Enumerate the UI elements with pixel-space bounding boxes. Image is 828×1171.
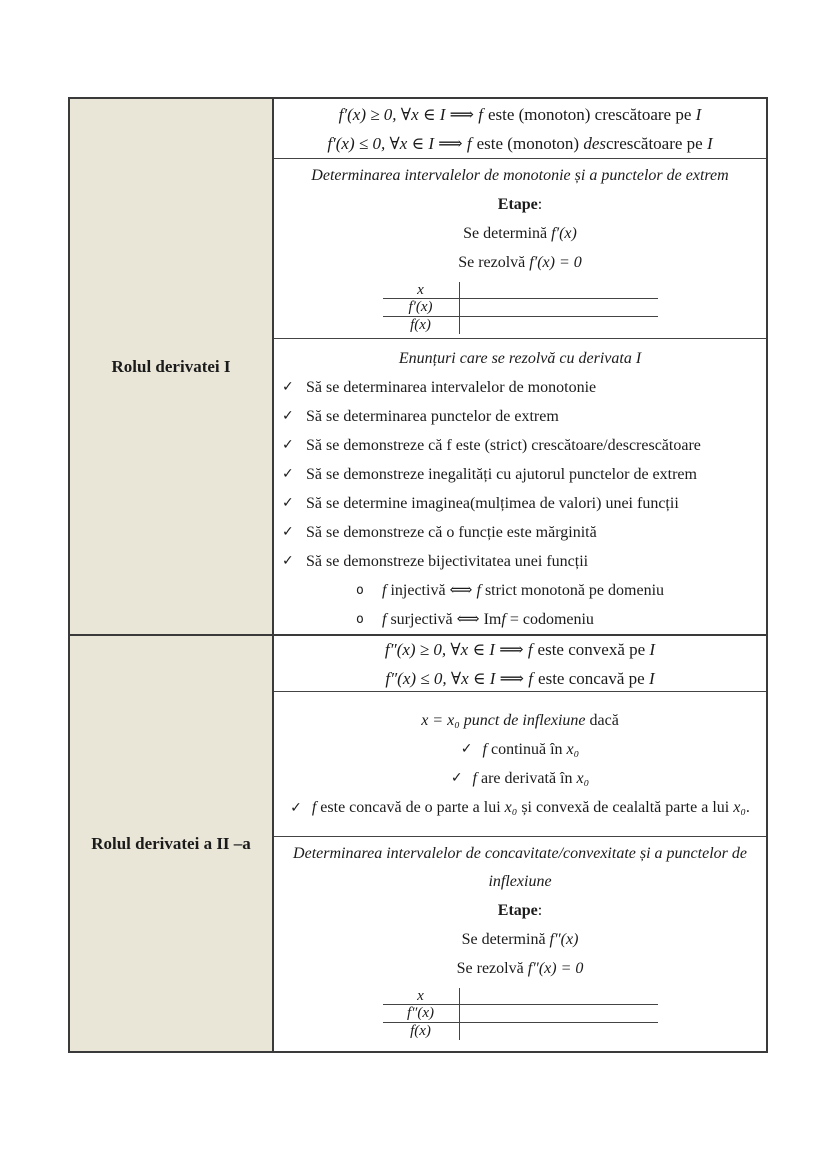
derivative-roles-table bbox=[68, 97, 768, 1053]
section1-header-cell bbox=[70, 99, 274, 634]
sign-table-row-x: x bbox=[383, 282, 658, 299]
statement-item: ✓ Să se demonstreze inegalități cu ajutorul punctelor de extrem bbox=[274, 460, 766, 489]
monotony-steps-title: Determinarea intervalelor de monotonie și a punctelor de extrem bbox=[311, 167, 729, 184]
check-icon: ✓ bbox=[282, 379, 294, 395]
sign-table-row-x: x bbox=[383, 988, 658, 1005]
statement-item: ✓ Să se determinarea punctelor de extrem bbox=[274, 402, 766, 431]
section-second-derivative bbox=[70, 634, 766, 1051]
sign-table-row-f: f(x) bbox=[383, 1023, 658, 1040]
etape-heading-2: Etape: bbox=[497, 902, 543, 919]
statement-item: ✓ Să se demonstreze că f este (strict) crescătoare/descrescătoare bbox=[274, 431, 766, 460]
section-first-derivative bbox=[70, 99, 766, 634]
sign-table-second-derivative bbox=[383, 988, 658, 1040]
monotony-formula-decreasing: f′(x) ≤ 0, ∀x ∈ I ⟹ f este (monoton) descrescătoare pe I bbox=[327, 133, 713, 153]
convexity-formula-convex: f″(x) ≥ 0, ∀x ∈ I ⟹ f este convexă pe I bbox=[384, 639, 656, 659]
inflexion-condition-concavity-change: ✓ f este concavă de o parte a lui x₀ și convexă de cealaltă parte a lui x₀. bbox=[290, 798, 750, 816]
check-icon: ✓ bbox=[450, 769, 463, 786]
statements-row bbox=[274, 339, 766, 634]
statement-item: ✓ Să se determinarea intervalelor de monotonie bbox=[274, 373, 766, 402]
check-icon: ✓ bbox=[282, 466, 294, 482]
inflexion-definition: x = x₀ punct de inflexiune dacă bbox=[421, 711, 619, 729]
circle-bullet-icon: o bbox=[356, 583, 364, 598]
monotony-implications-row bbox=[274, 99, 766, 159]
convexity-implications-row bbox=[274, 636, 766, 692]
check-icon: ✓ bbox=[282, 437, 294, 453]
statements-title: Enunțuri care se rezolvă cu derivata I bbox=[398, 350, 642, 367]
monotony-steps-row bbox=[274, 159, 766, 339]
step-determine-f-second: Se determină f″(x) bbox=[461, 931, 579, 948]
sub-statement-surjective: o f surjectivă ⟺ Imf = codomeniu bbox=[274, 605, 766, 634]
inflexion-condition-derivative: ✓ f are derivată în x₀ bbox=[274, 764, 766, 793]
step-solve-f-second-zero: Se rezolvă f″(x) = 0 bbox=[456, 960, 584, 977]
check-icon: ✓ bbox=[282, 553, 294, 569]
check-icon: ✓ bbox=[282, 495, 294, 511]
statement-item: ✓ Să se demonstreze bijectivitatea unei funcții bbox=[274, 547, 766, 576]
section1-title: Rolul derivatei I bbox=[111, 356, 231, 376]
statement-item: ✓ Să se determine imaginea(mulțimea de valori) unei funcții bbox=[274, 489, 766, 518]
circle-bullet-icon: o bbox=[356, 612, 364, 627]
step-solve-f-prime-zero: Se rezolvă f′(x) = 0 bbox=[458, 254, 582, 271]
statement-item: ✓ Să se demonstreze că o funcție este mărginită bbox=[274, 518, 766, 547]
section2-content bbox=[274, 636, 766, 1051]
concavity-steps-row bbox=[274, 837, 766, 1051]
etape-heading-1: Etape: bbox=[497, 196, 543, 213]
section2-header-cell bbox=[70, 636, 274, 1051]
check-icon: ✓ bbox=[460, 740, 473, 757]
sign-table-first-derivative bbox=[383, 282, 658, 334]
step-determine-f-prime: Se determină f′(x) bbox=[463, 225, 577, 242]
check-icon: ✓ bbox=[282, 408, 294, 424]
inflexion-point-row bbox=[274, 692, 766, 837]
check-icon: ✓ bbox=[290, 799, 302, 816]
inflexion-condition-continuity: ✓ f continuă în x₀ bbox=[274, 735, 766, 764]
sub-statement-injective: o f injectivă ⟺ f strict monotonă pe domeniu bbox=[274, 576, 766, 605]
sign-table-row-f-second: f″(x) bbox=[383, 1005, 658, 1023]
convexity-formula-concave: f″(x) ≤ 0, ∀x ∈ I ⟹ f este concavă pe I bbox=[385, 668, 655, 688]
sign-table-row-f: f(x) bbox=[383, 317, 658, 334]
section1-content bbox=[274, 99, 766, 634]
check-icon: ✓ bbox=[282, 524, 294, 540]
monotony-formula-increasing: f′(x) ≥ 0, ∀x ∈ I ⟹ f este (monoton) crescătoare pe I bbox=[338, 104, 702, 124]
section2-title: Rolul derivatei a II –a bbox=[91, 833, 251, 853]
sign-table-row-f-prime: f′(x) bbox=[383, 299, 658, 317]
concavity-steps-title: Determinarea intervalelor de concavitate/convexitate și a punctelor de inflexiune bbox=[293, 845, 747, 890]
